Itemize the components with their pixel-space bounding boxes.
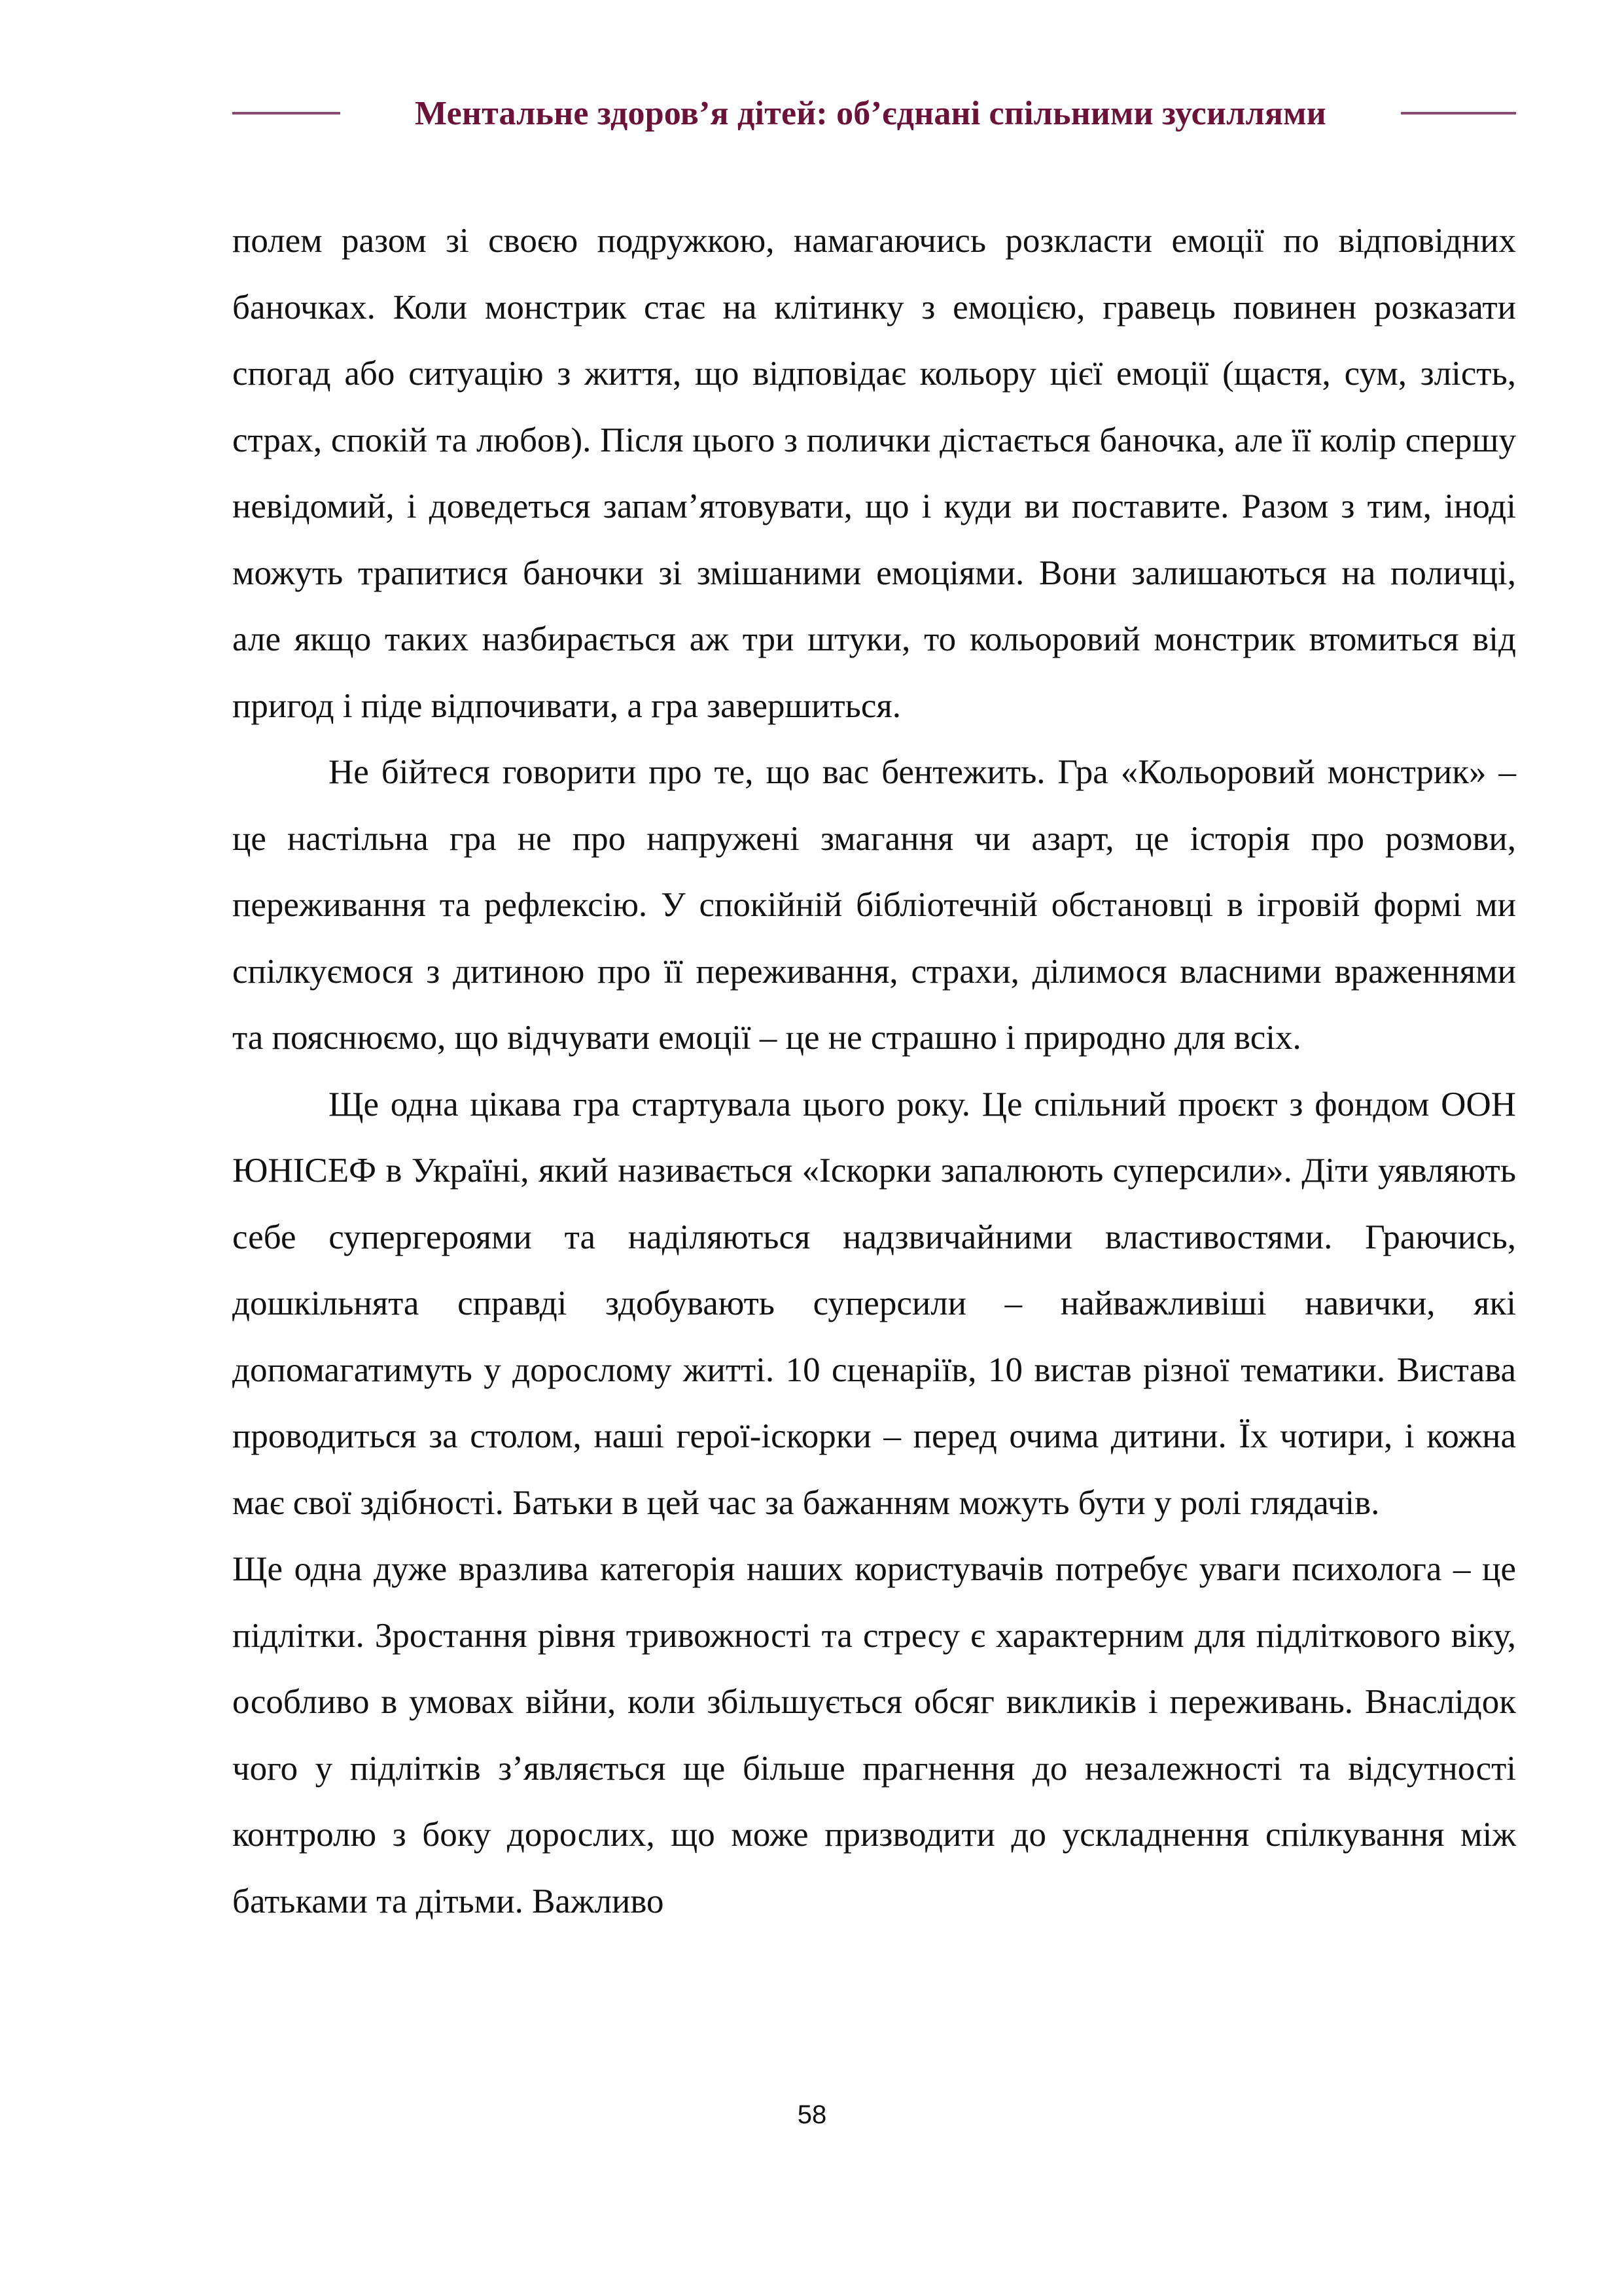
page-number: 58: [797, 2100, 827, 2129]
header-title: Ментальне здоров’я дітей: об’єднані спільними зусиллями: [415, 94, 1326, 132]
paragraph-colored-monster: Не бійтеся говорити про те, що вас бентежить. Гра «Кольоровий монстрик» – це настільна гра не про напружені змагання чи азарт, це історія про розмови, переживання та рефлексію. У спокійній бібліотечній обстановці в ігровій формі ми спілкуємося з дитиною про її переживання, страхи, ділимося власними враженнями та пояснюємо, що відчувати емоції – це не страшно і природно для всіх.: [232, 753, 1516, 1057]
header-rule-left: [232, 112, 340, 115]
body-text: [232, 208, 1516, 1935]
running-header: [232, 84, 1516, 143]
paragraph-sparks-superpowers: Ще одна цікава гра стартувала цього року. Це спільний проєкт з фондом ООН ЮНІСЕФ в Україні, який називається «Іскорки запалюють суперсили». Діти уявляють себе супергероями та наділяються надзвичайними властивостями. Граючись, дошкільнята справді здобувають суперсили – найважливіші навички, які допомагатимуть у дорослому житті. 10 сценаріїв, 10 вистав різної тематики. Вистава проводиться за столом, наші герої-іскорки – перед очима дитини. Їх чотири, і кожна має свої здібності. Батьки в цей час за бажанням можуть бути у ролі глядачів.: [232, 1085, 1516, 1522]
header-rule-right: [1401, 112, 1516, 115]
paragraph-teenagers: Ще одна дуже вразлива категорія наших користувачів потребує уваги психолога – це підлітки. Зростання рівня тривожності та стресу є характерним для підліткового віку, особливо в умовах війни, коли збільшується обсяг викликів і переживань. Внаслідок чого у підлітків з’являється ще більше прагнення до незалежності та відсутності контролю з боку дорослих, що може призводити до ускладнення спілкування між батьками та дітьми. Важливо: [232, 1550, 1516, 1920]
paragraph-continuation: полем разом зі своєю подружкою, намагаючись розкласти емоції по відповідних баночках. Коли монстрик стає на клітинку з емоцією, гравець повинен розказати спогад або ситуацію з життя, що відповідає кольору цієї емоції (щастя, сум, злість, страх, спокій та любов). Після цього з полички дістається баночка, але її колір спершу невідомий, і доведеться запам’ятовувати, що і куди ви поставите. Разом з тим, іноді можуть трапитися баночки зі змішаними емоціями. Вони залишаються на поличці, але якщо таких назбирається аж три штуки, то кольоровий монстрик втомиться від пригод і піде відпочивати, а гра завершиться.: [232, 222, 1516, 725]
